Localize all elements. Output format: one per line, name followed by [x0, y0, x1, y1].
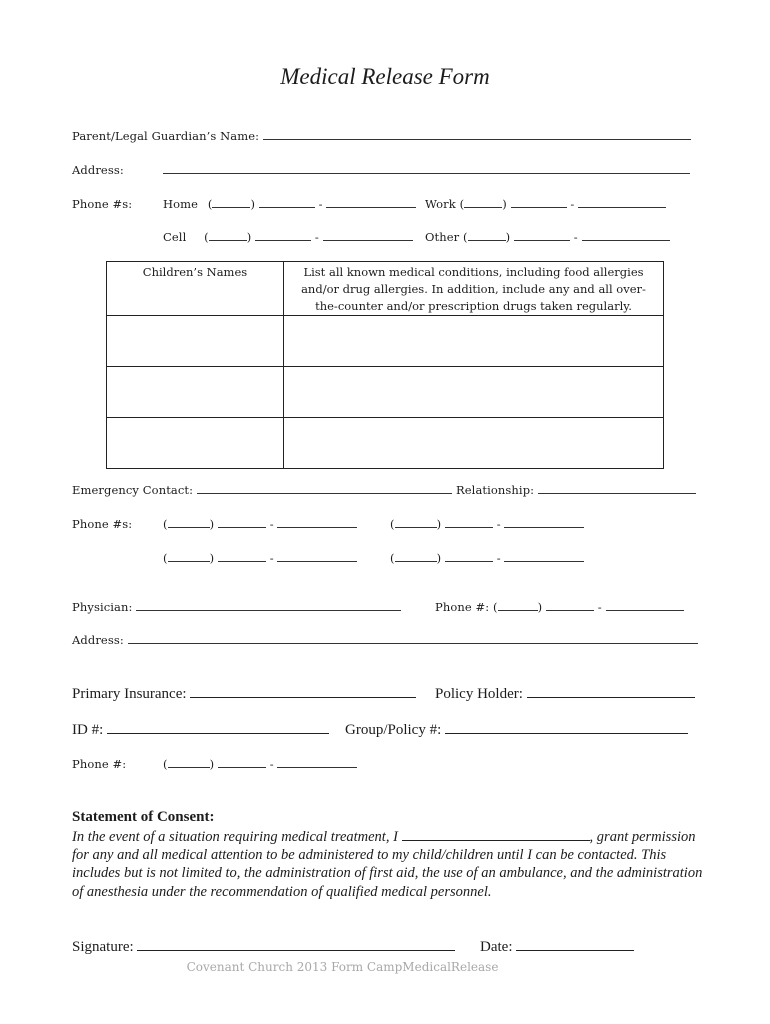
group-policy-row	[345, 721, 688, 739]
policy-holder-label: Policy Holder:	[435, 686, 523, 702]
cell-line-field[interactable]	[323, 230, 413, 241]
emergency-phone-3-line-field[interactable]	[277, 551, 357, 562]
guardian-name-label: Parent/Legal Guardian’s Name:	[72, 129, 260, 143]
date-row	[480, 938, 634, 956]
work-line-field[interactable]	[578, 197, 666, 208]
date-field[interactable]	[516, 938, 634, 951]
insurance-phone-label: Phone #:	[72, 757, 127, 771]
home-phone-row: Home ( ) -	[163, 197, 416, 211]
emergency-phone-2-line-field[interactable]	[504, 517, 584, 528]
group-policy-field[interactable]	[445, 721, 688, 734]
emergency-phone-1: ( ) -	[163, 517, 357, 531]
consent-guardian-name-field[interactable]	[402, 829, 590, 841]
form-title: Medical Release Form	[280, 64, 490, 89]
physician-row	[72, 600, 401, 614]
emergency-phone-1-line-field[interactable]	[277, 517, 357, 528]
signature-field[interactable]	[137, 938, 455, 951]
footer-text: Covenant Church 2013 Form CampMedicalRelease	[186, 960, 499, 974]
id-field[interactable]	[107, 721, 329, 734]
medical-conditions-cell-2[interactable]	[284, 367, 664, 418]
home-area-code-field[interactable]	[212, 197, 250, 208]
guardian-name-row	[72, 129, 691, 143]
cell-area-code-field[interactable]	[209, 230, 247, 241]
work-label: Work	[425, 197, 456, 211]
child-name-cell-1[interactable]	[107, 316, 284, 367]
home-line-field[interactable]	[326, 197, 416, 208]
policy-holder-field[interactable]	[527, 685, 695, 698]
consent-text-before: In the event of a situation requiring medical treatment, I	[72, 829, 398, 845]
emergency-phone-4-line-field[interactable]	[504, 551, 584, 562]
emergency-phone-label: Phone #s:	[72, 517, 133, 531]
physician-address-field[interactable]	[128, 633, 698, 644]
emergency-contact-field[interactable]	[197, 483, 452, 494]
child-name-cell-2[interactable]	[107, 367, 284, 418]
children-names-header: Children’s Names	[107, 262, 284, 316]
emergency-phone-1-prefix-field[interactable]	[218, 517, 266, 528]
physician-line-field[interactable]	[606, 600, 684, 611]
medical-conditions-header: List all known medical conditions, including food allergies and/or drug allergies. In addition, include any and all over- the-counter and/or prescription drugs taken regularly.	[284, 262, 664, 316]
emergency-contact-label: Emergency Contact:	[72, 483, 194, 497]
physician-prefix-field[interactable]	[546, 600, 594, 611]
primary-insurance-field[interactable]	[190, 685, 416, 698]
relationship-row	[456, 483, 696, 497]
physician-address-label: Address:	[72, 633, 124, 647]
insurance-phone-row: ( ) -	[163, 757, 357, 771]
consent-heading: Statement of Consent:	[72, 809, 215, 825]
medical-conditions-cell-3[interactable]	[284, 418, 664, 469]
home-label: Home	[163, 197, 199, 211]
signature-label: Signature:	[72, 939, 134, 955]
consent-text-after: , grant permission for any and all medical attention to be administered to my child/children until I can be contacted. This includes but is not limited to, the administration of first aid, the use of an ambulance, and the administration of anesthesia under the recommendation of qualified medical personnel.	[72, 829, 703, 900]
primary-insurance-row	[72, 685, 416, 703]
other-prefix-field[interactable]	[514, 230, 570, 241]
other-label: Other	[425, 230, 460, 244]
emergency-phone-1-area-field[interactable]	[168, 517, 210, 528]
physician-field[interactable]	[136, 600, 401, 611]
id-row	[72, 721, 329, 739]
emergency-phone-2-area-field[interactable]	[395, 517, 437, 528]
physician-phone-row: Phone #: ( ) -	[435, 600, 684, 614]
physician-phone-label: Phone #:	[435, 600, 490, 614]
medical-conditions-cell-1[interactable]	[284, 316, 664, 367]
guardian-phone-label: Phone #s:	[72, 197, 133, 211]
relationship-label: Relationship:	[456, 483, 535, 497]
group-policy-label: Group/Policy #:	[345, 722, 442, 738]
physician-area-code-field[interactable]	[498, 600, 538, 611]
signature-row	[72, 938, 455, 956]
guardian-name-field[interactable]	[263, 129, 691, 140]
insurance-line-field[interactable]	[277, 757, 357, 768]
physician-label: Physician:	[72, 600, 133, 614]
work-phone-row: Work ( ) -	[425, 197, 666, 211]
work-prefix-field[interactable]	[511, 197, 567, 208]
consent-paragraph	[72, 828, 712, 901]
children-table	[106, 261, 664, 469]
emergency-phone-4-prefix-field[interactable]	[445, 551, 493, 562]
cell-label: Cell	[163, 230, 187, 244]
insurance-prefix-field[interactable]	[218, 757, 266, 768]
emergency-phone-2: ( ) -	[390, 517, 584, 531]
emergency-phone-3-prefix-field[interactable]	[218, 551, 266, 562]
work-area-code-field[interactable]	[464, 197, 502, 208]
emergency-phone-3-area-field[interactable]	[168, 551, 210, 562]
home-prefix-field[interactable]	[259, 197, 315, 208]
emergency-phone-4-area-field[interactable]	[395, 551, 437, 562]
date-label: Date:	[480, 939, 513, 955]
cell-phone-row: Cell ( ) -	[163, 230, 413, 244]
emergency-phone-2-prefix-field[interactable]	[445, 517, 493, 528]
other-phone-row: Other ( ) -	[425, 230, 670, 244]
cell-prefix-field[interactable]	[255, 230, 311, 241]
id-label: ID #:	[72, 722, 104, 738]
physician-address-row	[72, 633, 698, 647]
policy-holder-row	[435, 685, 695, 703]
insurance-area-code-field[interactable]	[168, 757, 210, 768]
child-name-cell-3[interactable]	[107, 418, 284, 469]
guardian-address-field[interactable]	[163, 163, 690, 174]
other-line-field[interactable]	[582, 230, 670, 241]
emergency-phone-3: ( ) -	[163, 551, 357, 565]
relationship-field[interactable]	[538, 483, 696, 494]
emergency-phone-4: ( ) -	[390, 551, 584, 565]
guardian-address-label: Address:	[72, 163, 124, 177]
primary-insurance-label: Primary Insurance:	[72, 686, 187, 702]
emergency-contact-row	[72, 483, 452, 497]
other-area-code-field[interactable]	[468, 230, 506, 241]
